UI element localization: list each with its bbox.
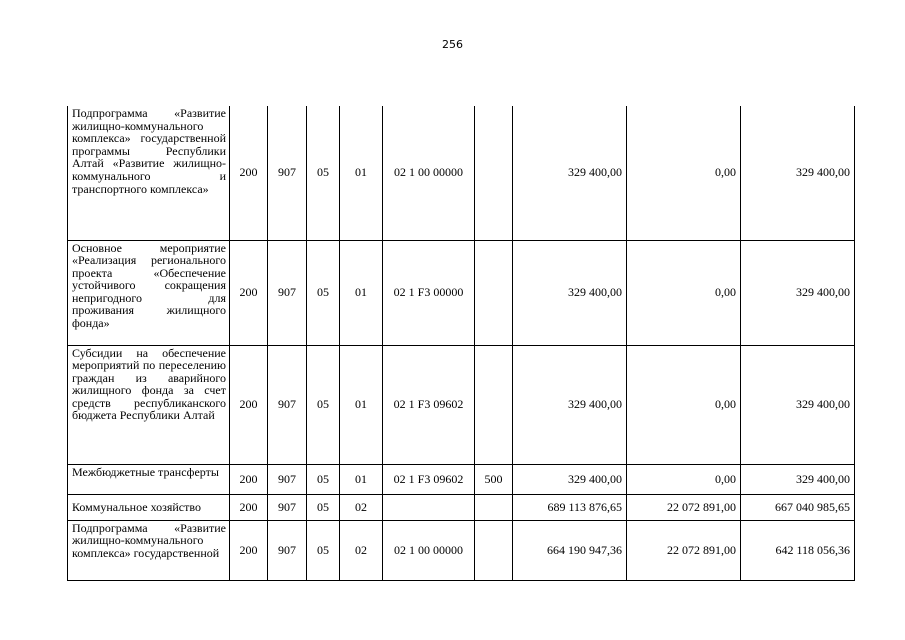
section-code: 05 [307,240,340,345]
ministry-code: 907 [268,520,307,580]
amount-regional: 667 040 985,65 [741,494,855,520]
subsection-code: 01 [340,464,383,494]
amount-federal: 22 072 891,00 [627,494,741,520]
table-row [68,240,855,345]
admin-code: 200 [230,106,268,240]
table-row [68,520,855,580]
admin-code: 200 [230,240,268,345]
amount-total: 329 400,00 [513,345,627,464]
ministry-code: 907 [268,345,307,464]
budget-table [67,106,855,581]
amount-total: 329 400,00 [513,240,627,345]
target-article: 02 1 F3 00000 [383,240,475,345]
row-name: Основное мероприятие «Реализация регионального проекта «Обеспечение устойчивого сокращения непригодного для проживания жилищного фонда» [68,240,230,345]
amount-regional: 329 400,00 [741,106,855,240]
section-code: 05 [307,345,340,464]
expense-type [475,345,513,464]
subsection-code: 01 [340,106,383,240]
ministry-code: 907 [268,240,307,345]
amount-total: 329 400,00 [513,106,627,240]
admin-code: 200 [230,464,268,494]
target-article: 02 1 F3 09602 [383,345,475,464]
subsection-code: 02 [340,494,383,520]
target-article: 02 1 00 00000 [383,106,475,240]
section-code: 05 [307,494,340,520]
admin-code: 200 [230,345,268,464]
amount-regional: 329 400,00 [741,345,855,464]
target-article: 02 1 F3 09602 [383,464,475,494]
expense-type: 500 [475,464,513,494]
admin-code: 200 [230,520,268,580]
page-number: 256 [442,38,463,51]
row-name: Подпрограмма «Развитие жилищно-коммунального комплекса» государственной [68,520,230,580]
expense-type [475,240,513,345]
row-name: Межбюджетные трансферты [68,464,230,494]
expense-type [475,494,513,520]
section-code: 05 [307,106,340,240]
section-code: 05 [307,520,340,580]
amount-federal: 0,00 [627,240,741,345]
table-row [68,464,855,494]
expense-type [475,520,513,580]
amount-regional: 329 400,00 [741,240,855,345]
subsection-code: 02 [340,520,383,580]
amount-federal: 0,00 [627,345,741,464]
row-name: Субсидии на обеспечение мероприятий по переселению граждан из аварийного жилищного фонда за счет средств республиканского бюджета Республики Алтай [68,345,230,464]
table-row [68,106,855,240]
amount-regional: 329 400,00 [741,464,855,494]
section-code: 05 [307,464,340,494]
amount-regional: 642 118 056,36 [741,520,855,580]
subsection-code: 01 [340,345,383,464]
ministry-code: 907 [268,494,307,520]
amount-total: 689 113 876,65 [513,494,627,520]
admin-code: 200 [230,494,268,520]
subsection-code: 01 [340,240,383,345]
ministry-code: 907 [268,464,307,494]
amount-total: 664 190 947,36 [513,520,627,580]
table-row [68,494,855,520]
amount-federal: 0,00 [627,464,741,494]
table-row [68,345,855,464]
expense-type [475,106,513,240]
row-name: Подпрограмма «Развитие жилищно-коммунального комплекса» государственной программы Республики Алтай «Развитие жилищно-коммунального и транспортного комплекса» [68,106,230,240]
row-name: Коммунальное хозяйство [68,494,230,520]
amount-total: 329 400,00 [513,464,627,494]
amount-federal: 22 072 891,00 [627,520,741,580]
ministry-code: 907 [268,106,307,240]
target-article: 02 1 00 00000 [383,520,475,580]
target-article [383,494,475,520]
amount-federal: 0,00 [627,106,741,240]
